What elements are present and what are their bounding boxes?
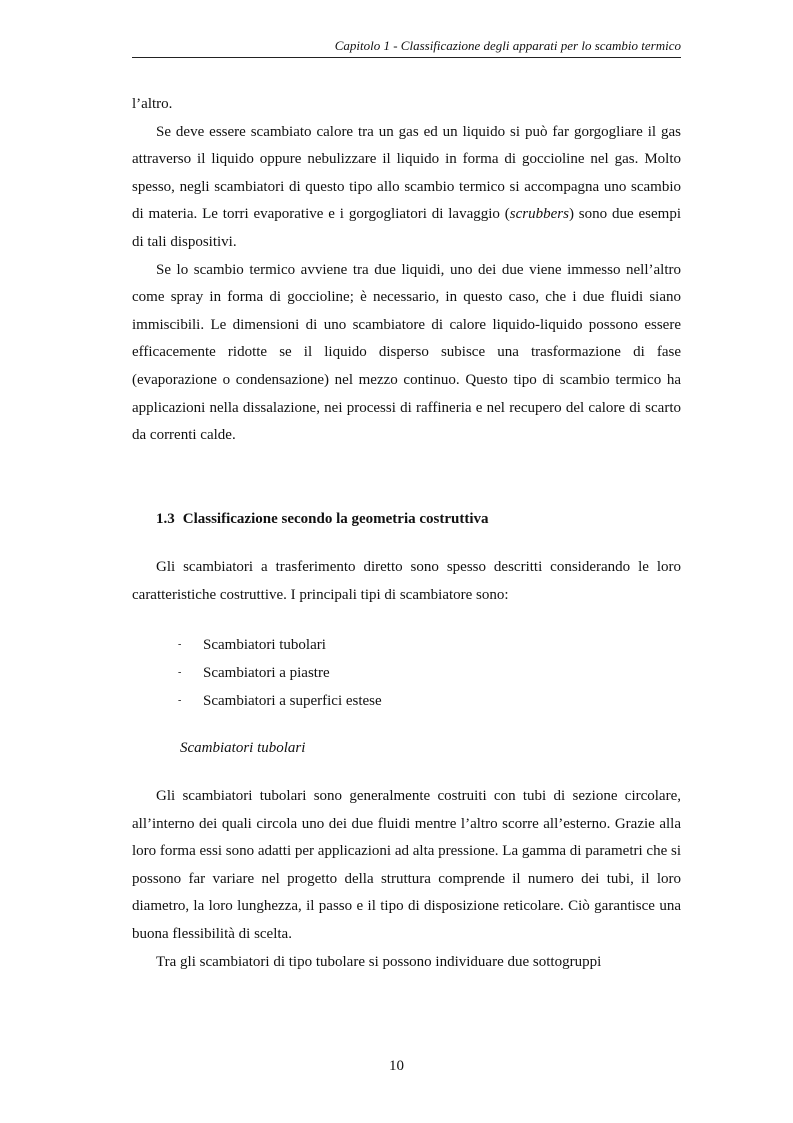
paragraph-tubular: Gli scambiatori tubolari sono generalmente costruiti con tubi di sezione circolare, all’interno dei quali circola uno dei due fluidi mentre l’altro scorre all’esterno. Grazie alla loro forma essi sono adatti per applicazioni ad alta pressione. La gamma di parametri che si possono far variare nel progetto della struttura comprende il numero dei tubi, il loro diametro, la loro lunghezza, il passo e il tipo di disposizione reticolare. Ciò garantisce una buona flessibilità di scelta. (132, 788, 681, 943)
list-dash-marker: - (178, 666, 182, 678)
running-header (132, 38, 681, 58)
paragraph-liquid-liquid: Se lo scambio termico avviene tra due liquidi, uno dei due viene immesso nell’altro come spray in forma di goccioline; è necessario, in questo caso, che i due fluidi siano immiscibili. Le dimensioni di uno scambiatore di calore liquido-liquido possono essere efficacemente ridotte se il liquido disperso subisce una trasformazione di fase (evaporazione o condensazione) nel mezzo continuo. Questo tipo di scambio termico ha applicazioni nella dissalazione, nei processi di raffineria e nel recupero del calore di scarto da correnti calde. (132, 261, 681, 444)
subsection-heading: Scambiatori tubolari (180, 739, 306, 756)
paragraph-subgroups: Tra gli scambiatori di tipo tubolare si possono individuare due sottogruppi (156, 953, 602, 970)
list-item-label: Scambiatori a superfici estese (203, 692, 382, 709)
list-dash-marker: - (178, 694, 182, 706)
exchanger-types-list (132, 631, 681, 715)
paragraph-gas-liquid (132, 119, 681, 257)
running-header-title: Capitolo 1 - Classificazione degli apparati per lo scambio termico (334, 38, 681, 53)
section-number: 1.3 (156, 510, 175, 527)
list-dash-marker: - (178, 638, 182, 650)
list-item (132, 659, 681, 687)
scrubbers-term: scrubbers (509, 206, 569, 223)
page-number: 10 (389, 1058, 404, 1074)
list-item (132, 631, 681, 659)
section-heading (132, 506, 681, 534)
paragraph-gas-liquid-end: ) sono due esempi di tali dispositivi. (132, 206, 681, 250)
page-body (132, 91, 681, 976)
paragraph-continuation: l’altro. (132, 96, 173, 112)
list-item (132, 687, 681, 715)
section-title: Classificazione secondo la geometria costruttiva (182, 510, 489, 527)
section-intro: Gli scambiatori a trasferimento diretto sono spesso descritti considerando le loro caratteristiche costruttive. I principali tipi di scambiatore sono: (132, 559, 681, 603)
list-item-label: Scambiatori tubolari (203, 636, 326, 653)
paragraph-gas-liquid-text: Se deve essere scambiato calore tra un gas ed un liquido si può far gorgogliare il gas attraverso il liquido oppure nebulizzare il liquido in forma di goccioline nel gas. Molto spesso, negli scambiatori di questo tipo allo scambio termico si accompagna uno scambio di materia. Le torri evaporative e i gorgogliatori di lavaggio ( (132, 123, 681, 223)
list-item-label: Scambiatori a piastre (203, 664, 330, 681)
